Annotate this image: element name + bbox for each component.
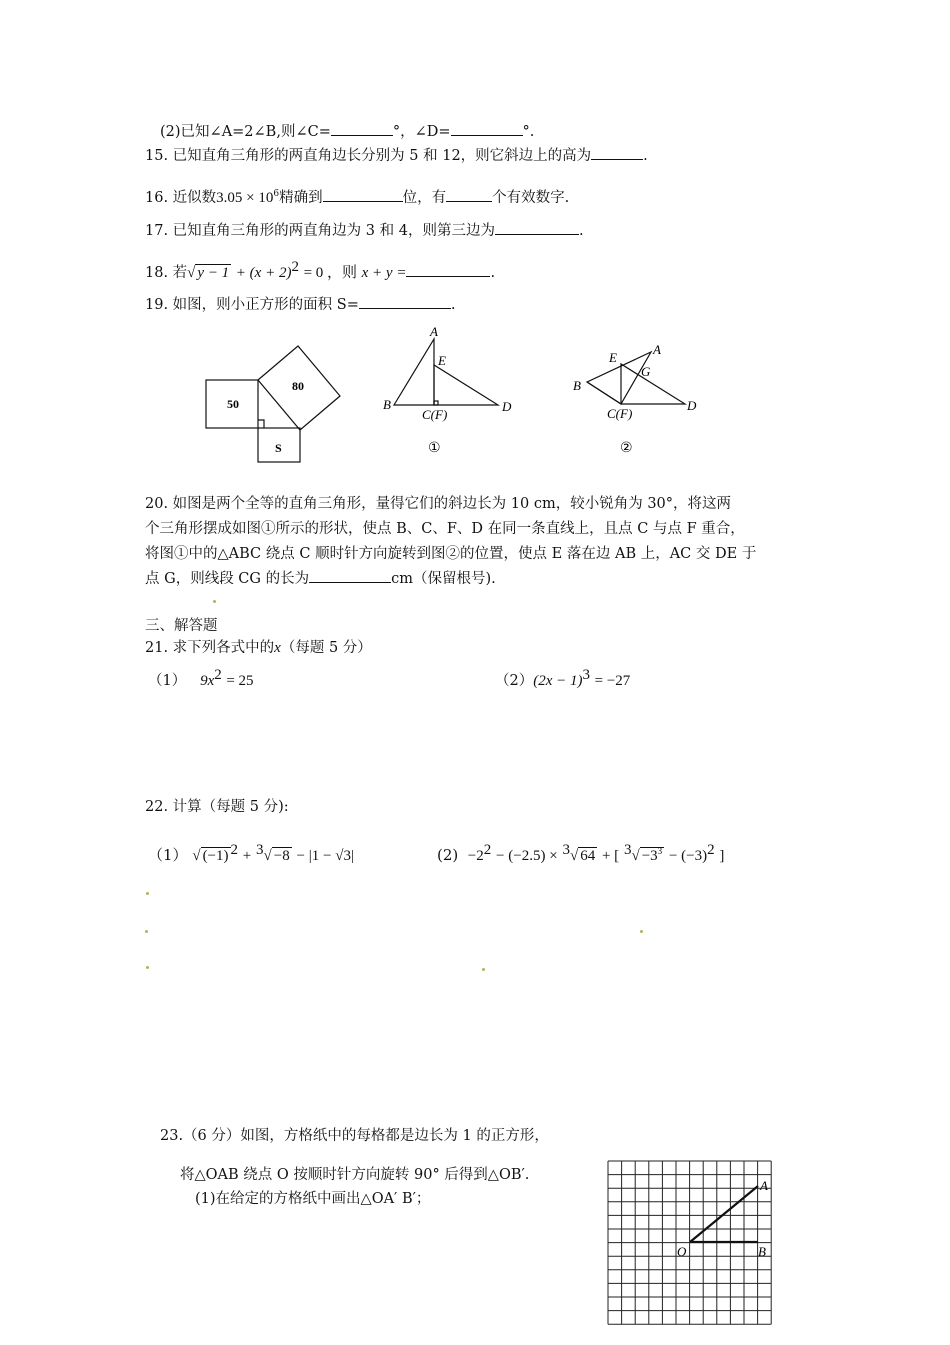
label-d: D xyxy=(502,399,512,414)
blank-q16-digits[interactable] xyxy=(446,187,492,202)
scan-speck xyxy=(482,968,485,971)
scan-speck xyxy=(146,892,149,895)
sqrt-expression: √ y − 1 xyxy=(187,264,230,281)
q23-line2: 将△OAB 绕点 O 按顺时针方向旋转 90° 后得到△OB′. xyxy=(180,1167,530,1183)
scan-speck xyxy=(213,600,216,603)
section-title-answers: 三、解答题 xyxy=(145,618,218,634)
label-cf2: C(F) xyxy=(607,406,633,421)
label-grid-b: B xyxy=(758,1244,766,1259)
question-17: 17. 已知直角三角形的两直角边为 3 和 4，则第三边为 . xyxy=(145,220,584,241)
figure-20-2 xyxy=(565,340,705,460)
scan-speck xyxy=(146,966,149,969)
label-80: 80 xyxy=(292,379,304,393)
q22-part1: （1） √ (−1) $^2$ + $^3$√ −8 − |1 − √3| xyxy=(148,842,354,864)
scan-speck xyxy=(145,930,148,933)
question-16: 16. 近似数$3.05 \times 10^6$精确到 位，有 个有效数字. xyxy=(145,184,569,208)
question-21: 21. 求下列各式中的x（每题 5 分） xyxy=(145,640,372,656)
label-s: S xyxy=(275,441,282,455)
triangle-abc xyxy=(394,339,434,405)
blank-q16-place[interactable] xyxy=(323,187,403,202)
question-23: 23.（6 分）如图，方格纸中的每格都是边长为 1 的正方形， xyxy=(160,1128,549,1144)
figure-number-2: ② xyxy=(620,440,633,456)
q21-part2: $(2)(2x - 1)^3 = -27$ xyxy=(495,667,631,689)
triangle-edf xyxy=(434,365,498,405)
label-a2: A xyxy=(653,342,661,357)
label-50: 50 xyxy=(227,397,239,411)
blank-q15[interactable] xyxy=(591,145,643,160)
grid-paper xyxy=(604,1158,774,1330)
blank-angle-c[interactable] xyxy=(331,121,393,136)
label-b: B xyxy=(383,397,391,412)
label-a: A xyxy=(430,325,438,339)
right-angle-mark xyxy=(258,420,264,428)
figure-number-1: ① xyxy=(428,440,441,456)
triangle-edf-2 xyxy=(621,364,685,404)
question-15: 15. 已知直角三角形的两直角边长分别为 5 和 12，则它斜边上的高为 . xyxy=(145,145,648,166)
q14-part2: (2)已知∠A=2∠B,则∠C= °，∠D= °. xyxy=(160,121,534,142)
segment-oa xyxy=(690,1186,758,1242)
q22-part2: $(2) -2^2 - (-2.5) \times ^3√$ 64 + [ $^3√ -3^3 - (-3)^2$ ] xyxy=(437,842,725,864)
blank-q17[interactable] xyxy=(495,220,579,235)
question-22: 22. 计算（每题 5 分): xyxy=(145,799,289,815)
label-d2: D xyxy=(687,398,697,413)
label-g: G xyxy=(641,364,651,379)
question-18: 18. 若√ $y - 1 + (x + 2)^2 = 0$ ，则 x + y = . xyxy=(145,259,496,281)
q21-part1: （1） $9x^2 = 25$ xyxy=(148,667,254,689)
label-e2: E xyxy=(609,350,617,365)
label-cf: C(F) xyxy=(422,407,448,422)
blank-q20[interactable] xyxy=(309,568,391,583)
label-grid-a: A xyxy=(760,1178,768,1193)
label-grid-o: O xyxy=(677,1244,687,1259)
label-b2: B xyxy=(573,378,581,393)
blank-q18[interactable] xyxy=(406,262,490,277)
figure-19-squares xyxy=(200,340,360,466)
blank-angle-d[interactable] xyxy=(451,121,523,136)
scan-speck xyxy=(640,930,643,933)
q23-part1: (1)在给定的方格纸中画出△OA′ B′； xyxy=(195,1191,431,1207)
question-19: 19. 如图，则小正方形的面积 S= . xyxy=(145,294,455,315)
blank-q19[interactable] xyxy=(359,294,451,309)
figure-20-1 xyxy=(380,325,520,460)
label-e: E xyxy=(438,353,446,368)
question-20: 20. 如图是两个全等的直角三角形，量得它们的斜边长为 10 cm，较小锐角为 30°，将这两 个三角形摆成如图①所示的形状，使点 B、C、F、D 在同一条直线上，且点 C 与点 F 重合， 将图①中的△ABC 绕点 C 顺时针方向旋转到图②的位置，使点 E 落在边 AB 上，AC 交 DE 于 点 G，则线段 CG 的长为 cm（保留根号). xyxy=(145,496,757,587)
